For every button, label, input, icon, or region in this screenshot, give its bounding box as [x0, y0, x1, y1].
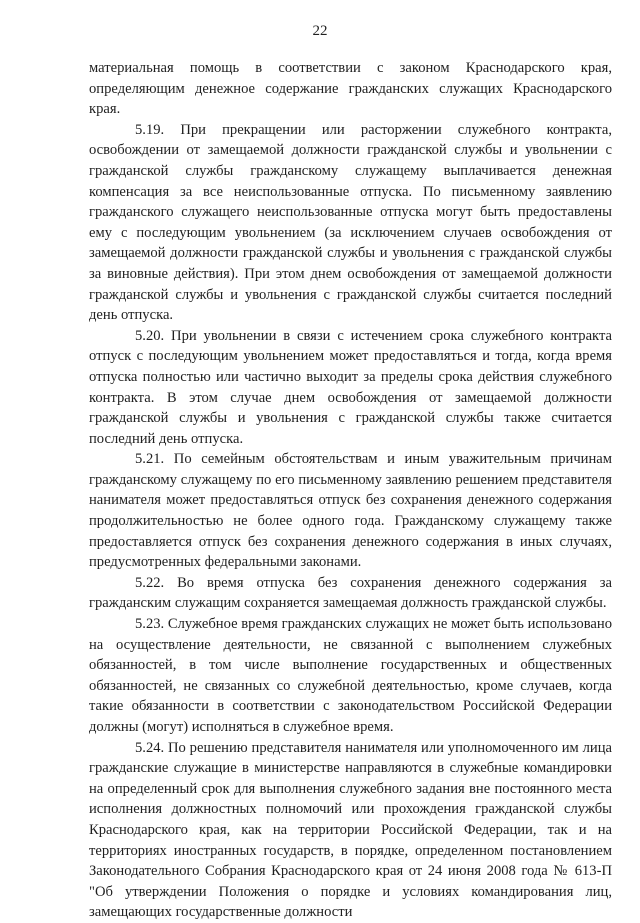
- paragraph-5-24: 5.24. По решению представителя нанимателя или уполномоченного им лица гражданские служащие в министерстве направляются в служебные командировки на определенный срок для выполнения служебного задания вне постоянного места исполнения должностных полномочий или прохождения гражданской службы Краснодарского края, как на территории Российской Федерации, так и на территориях иностранных государств, в порядке, определенном постановлением Законодательного Собрания Краснодарского края от 24 июня 2008 года № 613-П "Об утверждении Положения о порядке и условиях командирования лиц, замещающих государственные должности: [89, 739, 612, 921]
- paragraph-5-19: 5.19. При прекращении или расторжении служебного контракта, освобождении от замещаемой должности гражданской службы и увольнении с гражданской службы гражданскому служащему выплачивается денежная компенсация за все неиспользованные отпуска. По письменному заявлению гражданского служащего неиспользованные отпуска могут быть предоставлены ему с последующим увольнением (за исключением случаев освобождения от замещаемой должности гражданской службы и увольнения с гражданской службы за виновные действия). При этом днем освобождения от замещаемой должности гражданской службы и увольнения с гражданской службы считается последний день отпуска.: [89, 121, 612, 324]
- paragraph-5-22: 5.22. Во время отпуска без сохранения денежного содержания за гражданским служащим сохраняется замещаемая должность гражданской службы.: [89, 574, 612, 612]
- paragraph-5-23: 5.23. Служебное время гражданских служащих не может быть использовано на осуществление деятельности, не связанной с выполнением служебных обязанностей, в том числе выполнение государственных и общественных обязанностей, не связанных со служебной деятельностью, кроме случаев, когда такие обязанности в соответствии с законодательством Российской Федерации должны (могут) исполняться в служебное время.: [89, 616, 612, 735]
- paragraph-5-21: 5.21. По семейным обстоятельствам и иным уважительным причинам гражданскому служащему по его письменному заявлению решением представителя нанимателя может предоставляться отпуск без сохранения денежного содержания продолжительностью не более одного года. Гражданскому служащему также предоставляется отпуск без сохранения денежного содержания в иных случаях, предусмотренных федеральными законами.: [89, 451, 612, 571]
- paragraph-continuation: материальная помощь в соответствии с законом Краснодарского края, определяющим денежное содержание гражданских служащих Краснодарского края.: [89, 60, 612, 118]
- document-body: [89, 58, 612, 923]
- paragraph-5-20: 5.20. При увольнении в связи с истечением срока служебного контракта отпуск с последующим увольнением может предоставляться и тогда, когда время отпуска полностью или частично выходит за пределы срока действия служебного контракта. В этом случае днем освобождения от замещаемой должности гражданской службы и увольнения с гражданской службы также считается последний день отпуска.: [89, 327, 612, 447]
- page-number: 22: [312, 23, 328, 39]
